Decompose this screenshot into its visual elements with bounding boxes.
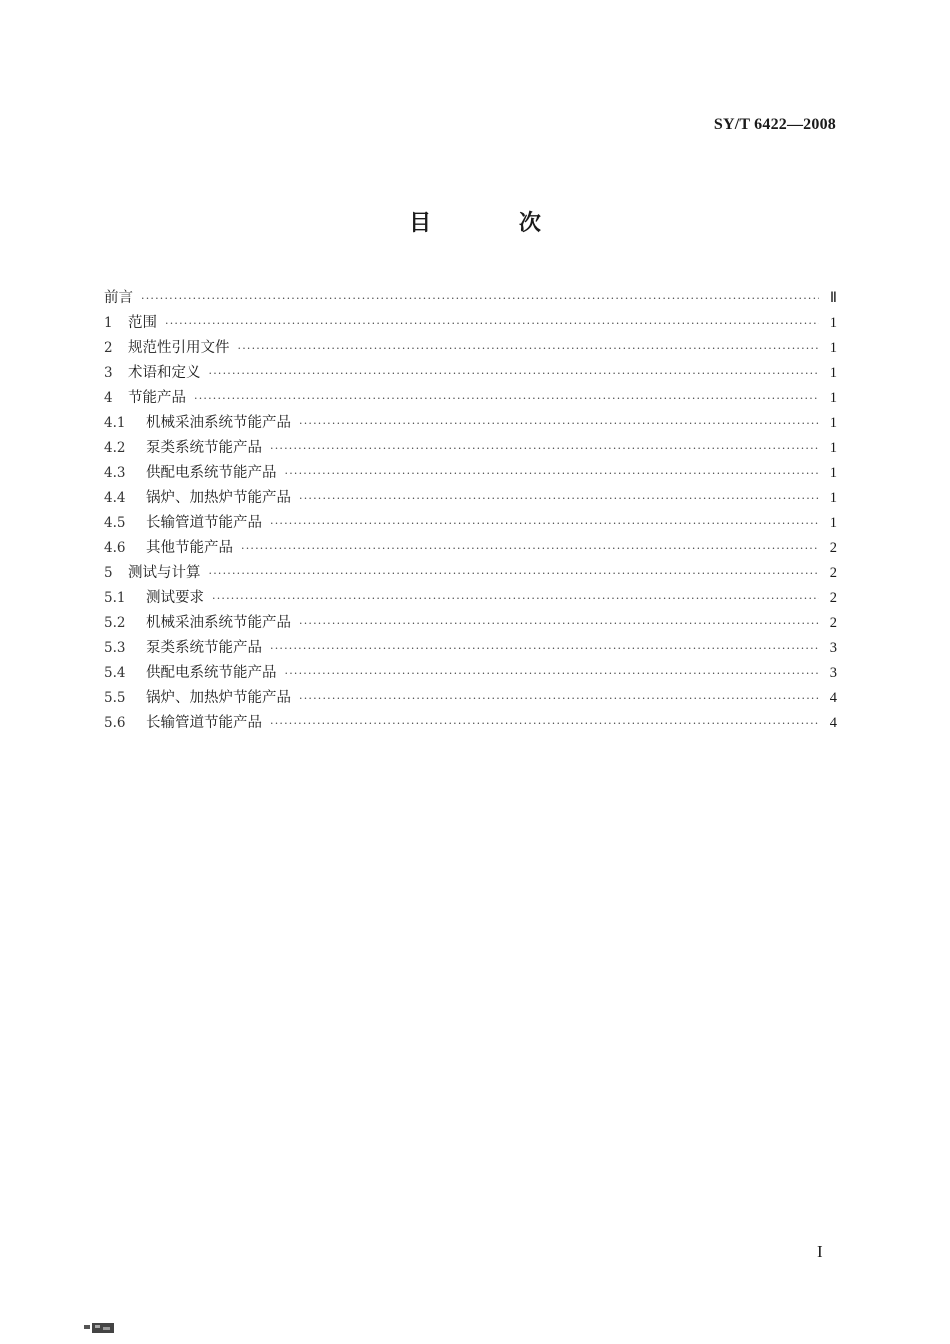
toc-entry[interactable] — [104, 611, 837, 636]
toc-entry-label: 锅炉、加热炉节能产品 — [146, 490, 291, 506]
toc-entry[interactable] — [104, 311, 837, 336]
toc-entry[interactable] — [104, 711, 837, 736]
toc-entry[interactable] — [104, 486, 837, 511]
toc-entry[interactable] — [104, 361, 837, 386]
toc-entry-page: 3 — [829, 640, 837, 656]
toc-entry[interactable] — [104, 536, 837, 561]
toc-entry-page: 1 — [829, 340, 837, 356]
toc-entry-label: 范围 — [128, 315, 157, 331]
toc-entry-number: 2 — [104, 340, 113, 356]
toc-entry-number: 5.6 — [104, 715, 126, 731]
toc-entry-page: 1 — [829, 490, 837, 506]
toc-entry-number: 4.5 — [104, 515, 126, 531]
dot-leader — [299, 486, 819, 511]
toc-entry[interactable] — [104, 511, 837, 536]
dot-leader — [270, 436, 819, 461]
toc-entry-number: 4.4 — [104, 490, 126, 506]
toc-entry-number: 5 — [104, 565, 113, 581]
dot-leader — [285, 461, 820, 486]
toc-entry[interactable] — [104, 286, 837, 311]
page-title: 目 次 — [409, 211, 581, 236]
toc-entry-page: 1 — [829, 465, 837, 481]
table-of-contents — [104, 286, 837, 736]
scan-artifact-icon — [84, 1322, 118, 1336]
toc-entry-label: 测试要求 — [146, 590, 204, 606]
toc-entry-label: 其他节能产品 — [146, 540, 233, 556]
dot-leader — [270, 636, 819, 661]
toc-entry[interactable] — [104, 411, 837, 436]
toc-entry-page: 4 — [829, 715, 837, 731]
standard-code: SY/T 6422—2008 — [713, 116, 836, 133]
toc-entry-page: Ⅱ — [829, 290, 837, 306]
toc-entry-label: 长输管道节能产品 — [146, 715, 262, 731]
toc-entry-number: 5.3 — [104, 640, 126, 656]
dot-leader — [238, 336, 820, 361]
toc-entry-label: 节能产品 — [128, 390, 186, 406]
toc-entry-page: 4 — [829, 690, 837, 706]
toc-entry[interactable] — [104, 436, 837, 461]
toc-entry-label: 泵类系统节能产品 — [146, 440, 262, 456]
toc-entry-number: 5.4 — [104, 665, 126, 681]
toc-entry-page: 1 — [829, 315, 837, 331]
toc-entry-number: 5.5 — [104, 690, 126, 706]
toc-entry[interactable] — [104, 561, 837, 586]
toc-entry-page: 2 — [829, 565, 837, 581]
dot-leader — [299, 611, 819, 636]
toc-entry-number: 5.2 — [104, 615, 126, 631]
page-number: I — [817, 1242, 823, 1261]
toc-entry-label: 机械采油系统节能产品 — [146, 615, 291, 631]
dot-leader — [299, 686, 819, 711]
toc-entry-number: 4.2 — [104, 440, 126, 456]
toc-entry-label: 术语和定义 — [128, 365, 201, 381]
dot-leader — [165, 311, 819, 336]
toc-entry-number: 4 — [104, 390, 113, 406]
toc-entry-page: 1 — [829, 440, 837, 456]
toc-entry-label: 规范性引用文件 — [128, 340, 230, 356]
toc-entry-page: 1 — [829, 515, 837, 531]
toc-entry-label: 供配电系统节能产品 — [146, 665, 277, 681]
toc-entry[interactable] — [104, 586, 837, 611]
toc-entry-label: 泵类系统节能产品 — [146, 640, 262, 656]
toc-entry[interactable] — [104, 461, 837, 486]
toc-entry[interactable] — [104, 336, 837, 361]
toc-entry-page: 2 — [829, 615, 837, 631]
toc-entry-label: 前言 — [104, 290, 133, 306]
toc-entry-page: 1 — [829, 415, 837, 431]
dot-leader — [194, 386, 819, 411]
toc-entry-page: 2 — [829, 590, 837, 606]
toc-entry[interactable] — [104, 636, 837, 661]
dot-leader — [209, 361, 820, 386]
toc-entry-number: 4.3 — [104, 465, 126, 481]
toc-entry-label: 长输管道节能产品 — [146, 515, 262, 531]
toc-entry[interactable] — [104, 661, 837, 686]
toc-entry-number: 1 — [104, 315, 113, 331]
toc-entry-number: 4.6 — [104, 540, 126, 556]
dot-leader — [241, 536, 819, 561]
toc-entry-page: 1 — [829, 365, 837, 381]
toc-entry-label: 测试与计算 — [128, 565, 201, 581]
toc-entry-page: 1 — [829, 390, 837, 406]
dot-leader — [299, 411, 819, 436]
toc-entry-page: 2 — [829, 540, 837, 556]
toc-entry-label: 锅炉、加热炉节能产品 — [146, 690, 291, 706]
toc-entry-label: 机械采油系统节能产品 — [146, 415, 291, 431]
dot-leader — [285, 661, 820, 686]
dot-leader — [141, 286, 819, 311]
dot-leader — [209, 561, 820, 586]
toc-entry-label: 供配电系统节能产品 — [146, 465, 277, 481]
toc-entry[interactable] — [104, 386, 837, 411]
toc-entry-number: 5.1 — [104, 590, 126, 606]
toc-entry-number: 4.1 — [104, 415, 126, 431]
dot-leader — [270, 711, 819, 736]
toc-entry-page: 3 — [829, 665, 837, 681]
dot-leader — [270, 511, 819, 536]
toc-entry-number: 3 — [104, 365, 113, 381]
toc-entry[interactable] — [104, 686, 837, 711]
dot-leader — [212, 586, 819, 611]
